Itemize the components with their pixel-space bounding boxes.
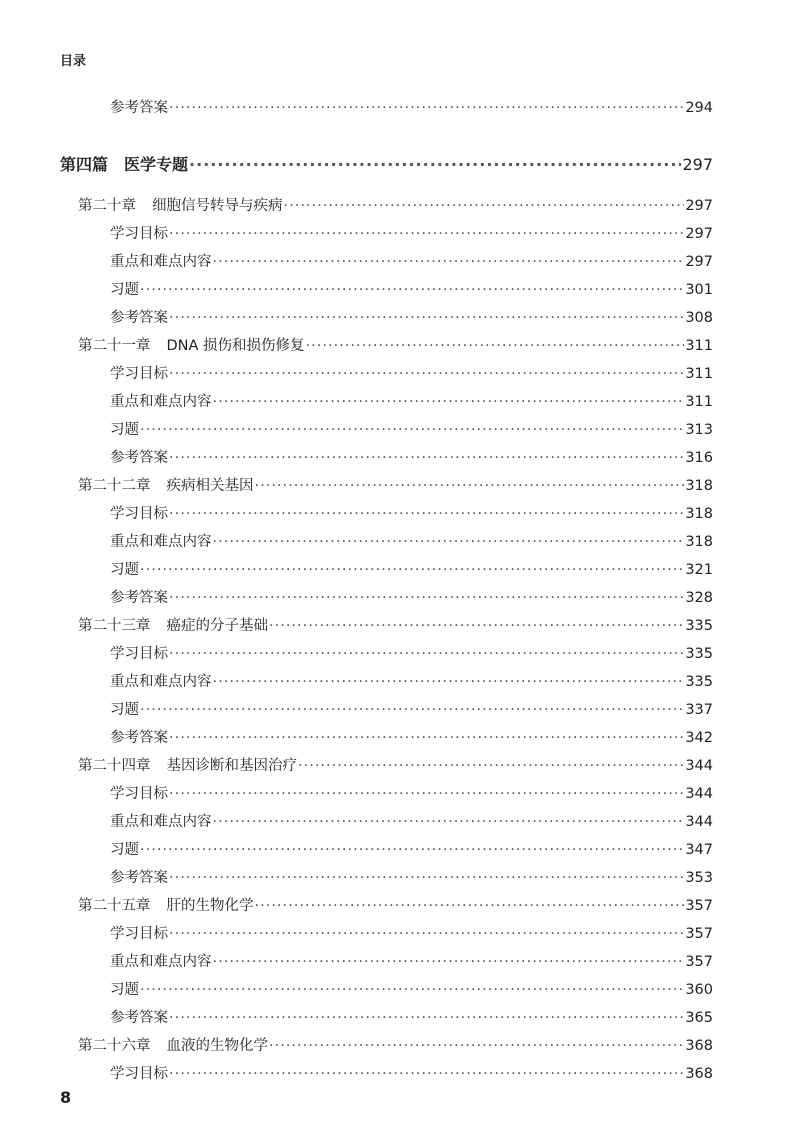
dot-leader (213, 534, 685, 550)
toc-item[interactable] (110, 922, 713, 943)
toc-item[interactable] (110, 390, 713, 411)
toc-page-number: 357 (685, 898, 713, 914)
toc-item[interactable] (110, 950, 713, 971)
toc-label: 参考答案 (110, 1010, 168, 1026)
toc-label: 第二十四章 基因诊断和基因治疗 (78, 758, 297, 774)
dot-leader (213, 674, 685, 690)
toc-label: 重点和难点内容 (110, 534, 212, 550)
dot-leader (169, 926, 684, 942)
dot-leader (306, 338, 685, 354)
toc-page-number: 337 (685, 702, 713, 718)
toc-label: 参考答案 (110, 590, 168, 606)
dot-leader (284, 198, 685, 214)
dot-leader (269, 618, 684, 634)
toc-label: 参考答案 (110, 730, 168, 746)
toc-item[interactable] (110, 278, 713, 299)
dot-leader (169, 786, 684, 802)
toc-item[interactable] (110, 362, 713, 383)
toc-page-number: 344 (685, 814, 713, 830)
toc-item[interactable] (110, 782, 713, 803)
toc-title: 癌症的分子基础 (166, 618, 268, 634)
toc-chapter[interactable] (78, 194, 713, 215)
toc-item[interactable] (110, 698, 713, 719)
dot-leader (213, 254, 685, 270)
toc-page-number: 347 (685, 842, 713, 858)
dot-leader (169, 506, 684, 522)
dot-leader (169, 1066, 684, 1082)
toc-page-number: 357 (685, 954, 713, 970)
dot-leader (169, 730, 684, 746)
toc-label: 学习目标 (110, 226, 168, 242)
toc-page-number: 321 (685, 562, 713, 578)
toc-label: 学习目标 (110, 926, 168, 942)
toc-label: 第二十六章 血液的生物化学 (78, 1038, 268, 1054)
toc-item[interactable] (110, 502, 713, 523)
dot-leader (140, 282, 684, 298)
toc-label: 参考答案 (110, 450, 168, 466)
toc-page-number: 318 (685, 478, 713, 494)
toc-page-number: 344 (685, 758, 713, 774)
dot-leader (169, 870, 684, 886)
toc-item[interactable] (110, 446, 713, 467)
toc-page-number: 368 (685, 1066, 713, 1082)
toc-page-number: 301 (685, 282, 713, 298)
toc-title: 医学专题 (124, 155, 189, 174)
dot-leader (169, 310, 684, 326)
toc-page-number: 344 (685, 786, 713, 802)
toc-label: 重点和难点内容 (110, 954, 212, 970)
toc-page-number: 311 (685, 394, 713, 410)
dot-leader (269, 1038, 684, 1054)
toc-item[interactable] (110, 726, 713, 747)
toc-item[interactable] (110, 978, 713, 999)
toc-chapter[interactable] (78, 754, 713, 775)
toc-label: 习题 (110, 562, 139, 578)
toc-page-number: 297 (685, 198, 713, 214)
toc-item[interactable] (110, 306, 713, 327)
toc-page-number: 368 (685, 1038, 713, 1054)
dot-leader (169, 226, 684, 242)
toc-label: 习题 (110, 842, 139, 858)
toc-label: 习题 (110, 702, 139, 718)
toc-item[interactable] (110, 642, 713, 663)
toc-page-number: 311 (685, 366, 713, 382)
toc-label: 第二十一章 DNA 损伤和损伤修复 (78, 338, 305, 354)
toc-item[interactable] (110, 838, 713, 859)
toc-title: 肝的生物化学 (166, 898, 254, 914)
toc-item[interactable] (110, 558, 713, 579)
toc-title: 细胞信号转导与疾病 (152, 198, 283, 214)
toc-label: 学习目标 (110, 1066, 168, 1082)
toc-label: 习题 (110, 422, 139, 438)
toc-item[interactable] (110, 866, 713, 887)
toc-page-number: 353 (685, 870, 713, 886)
toc-label: 重点和难点内容 (110, 814, 212, 830)
toc-label: 重点和难点内容 (110, 674, 212, 690)
toc-page-number: 313 (685, 422, 713, 438)
toc-page-number: 335 (685, 646, 713, 662)
toc-page-number: 335 (685, 618, 713, 634)
dot-leader (140, 842, 684, 858)
dot-leader (169, 100, 684, 116)
dot-leader (140, 562, 684, 578)
toc-item[interactable] (110, 418, 713, 439)
dot-leader (298, 758, 684, 774)
dot-leader (140, 422, 684, 438)
toc-page-number: 365 (685, 1010, 713, 1026)
dot-leader (189, 155, 681, 174)
toc-label: 第二十二章 疾病相关基因 (78, 478, 254, 494)
dot-leader (213, 814, 685, 830)
toc-title: DNA 损伤和损伤修复 (166, 338, 305, 354)
toc-chapter[interactable] (78, 894, 713, 915)
dot-leader (255, 478, 685, 494)
running-header: 目录 (60, 54, 87, 69)
toc-item[interactable] (110, 1062, 713, 1083)
dot-leader (169, 646, 684, 662)
toc-item[interactable] (110, 586, 713, 607)
toc-label: 重点和难点内容 (110, 394, 212, 410)
dot-leader (169, 1010, 684, 1026)
toc-chapter[interactable] (78, 614, 713, 635)
dot-leader (213, 954, 685, 970)
dot-leader (169, 366, 684, 382)
toc-item[interactable] (110, 1006, 713, 1027)
dot-leader (140, 982, 684, 998)
toc-label: 学习目标 (110, 506, 168, 522)
toc-label: 习题 (110, 282, 139, 298)
toc-label: 第二十五章 肝的生物化学 (78, 898, 254, 914)
toc-title: 疾病相关基因 (166, 478, 254, 494)
toc-label: 第二十章 细胞信号转导与疾病 (78, 198, 283, 214)
toc-page-number: 311 (685, 338, 713, 354)
toc-label: 重点和难点内容 (110, 254, 212, 270)
toc-item[interactable] (110, 670, 713, 691)
dot-leader (169, 590, 684, 606)
toc-label: 参考答案 (110, 310, 168, 326)
toc-label: 学习目标 (110, 366, 168, 382)
toc-page-number: 316 (685, 450, 713, 466)
toc-page-number: 360 (685, 982, 713, 998)
toc-label: 第四篇 医学专题 (60, 155, 189, 174)
toc-page-number: 308 (685, 310, 713, 326)
toc-page-number: 328 (685, 590, 713, 606)
toc-page-number: 294 (685, 100, 713, 116)
page-number: 8 (60, 1088, 72, 1107)
toc-page-number: 318 (685, 534, 713, 550)
dot-leader (255, 898, 685, 914)
toc-label: 参考答案 (110, 100, 168, 116)
toc-chapter[interactable] (78, 474, 713, 495)
toc-title: 基因诊断和基因治疗 (166, 758, 297, 774)
dot-leader (213, 394, 685, 410)
toc-label: 参考答案 (110, 870, 168, 886)
dot-leader (140, 702, 684, 718)
toc-page-number: 357 (685, 926, 713, 942)
toc-page-number: 297 (685, 226, 713, 242)
toc-page-number: 297 (682, 155, 713, 174)
toc-item[interactable] (110, 250, 713, 271)
toc-item[interactable] (110, 530, 713, 551)
toc-page-number: 297 (685, 254, 713, 270)
toc-chapter[interactable] (78, 1034, 713, 1055)
toc-part[interactable] (60, 152, 713, 175)
toc-chapter[interactable] (78, 334, 713, 355)
toc-item[interactable] (110, 96, 713, 117)
toc-page-number: 342 (685, 730, 713, 746)
dot-leader (169, 450, 684, 466)
toc-page-number: 318 (685, 506, 713, 522)
toc-item[interactable] (110, 810, 713, 831)
toc-page-number: 335 (685, 674, 713, 690)
toc-title: 血液的生物化学 (166, 1038, 268, 1054)
toc-item[interactable] (110, 222, 713, 243)
toc-label: 学习目标 (110, 646, 168, 662)
toc-label: 第二十三章 癌症的分子基础 (78, 618, 268, 634)
toc-label: 学习目标 (110, 786, 168, 802)
toc-label: 习题 (110, 982, 139, 998)
